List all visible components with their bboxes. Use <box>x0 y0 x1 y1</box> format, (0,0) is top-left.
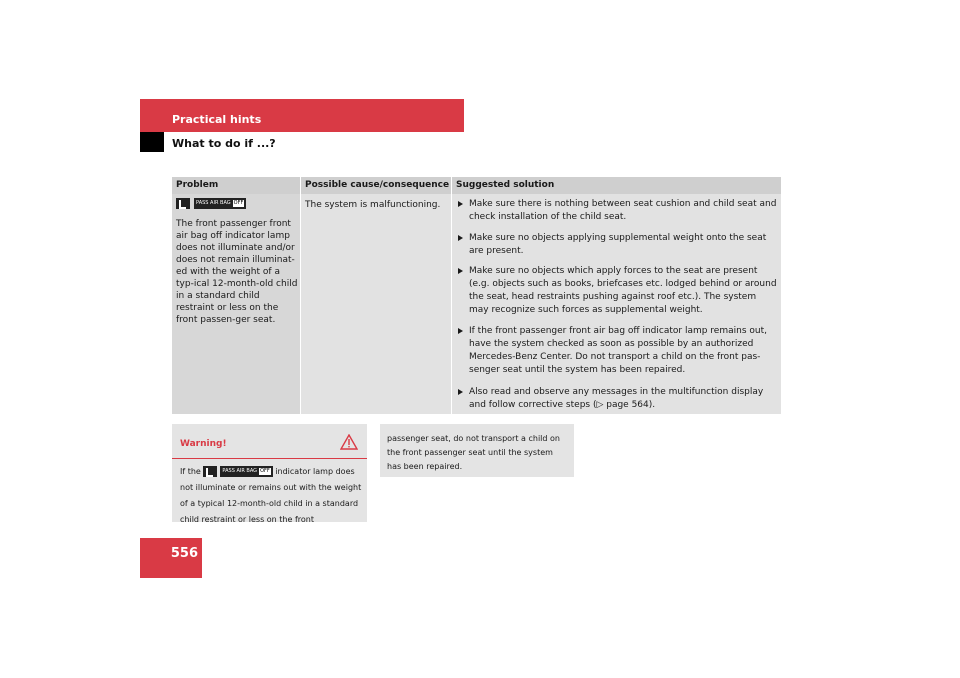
arrow-right-icon <box>458 328 463 334</box>
column-header-problem: Problem <box>172 177 300 194</box>
column-header-solution: Suggested solution <box>452 177 781 194</box>
problem-cell <box>172 194 300 414</box>
arrow-right-icon <box>458 201 463 207</box>
warning-divider <box>172 458 367 459</box>
warning-continuation-box <box>380 424 574 477</box>
section-tab-marker <box>140 132 164 152</box>
airbag-off-indicator <box>203 466 272 477</box>
child-seat-icon <box>176 198 190 209</box>
airbag-off-indicator <box>176 198 246 209</box>
arrow-right-icon <box>458 389 463 395</box>
cause-cell <box>301 194 451 414</box>
pass-airbag-off-badge: PASS AIR BAG OFF <box>220 466 272 477</box>
arrow-right-icon <box>458 235 463 241</box>
section-subtitle: What to do if ...? <box>172 137 276 150</box>
solution-text: Make sure there is nothing between seat cushion and child seat and check installation of the child seat. <box>469 199 777 222</box>
warning-continuation-text: passenger seat, do not transport a child on the front passenger seat until the system has been repaired. <box>387 434 560 471</box>
troubleshooting-table <box>172 177 781 414</box>
warning-triangle-icon <box>340 434 358 450</box>
arrow-right-icon <box>458 268 463 274</box>
section-title: Practical hints <box>172 113 262 126</box>
warning-text: If the PASS AIR BAG OFF indicator lamp does not illuminate or remains out with the weight of a typical 12-month-old child in a standard child restraint or less on the front <box>180 467 362 524</box>
problem-text: The front passenger front air bag off indicator lamp does not illuminate and/or does not remain illuminat-ed with the weight of a typ-ical 12-month-old child in a standard child restraint or less on the front passen-ger seat. <box>176 219 298 325</box>
page-number-box <box>140 538 202 578</box>
warning-box <box>172 424 367 522</box>
child-seat-icon <box>203 466 217 477</box>
solution-text: Make sure no objects which apply forces to the seat are present (e.g. objects such as books, briefcases etc. lodged behind or around the seat, head restraints pushing against roof etc.). The system may recognize such forces as supplemental weight. <box>469 266 777 315</box>
solution-text: Make sure no objects applying supplemental weight onto the seat are present. <box>469 233 767 256</box>
solution-cell <box>452 194 781 414</box>
cause-text: The system is malfunctioning. <box>305 200 441 210</box>
column-header-cause: Possible cause/consequence <box>301 177 451 194</box>
solution-text: If the front passenger front air bag off indicator lamp remains out, have the system checked as soon as possible by an authorized Mercedes-Benz Center. Do not transport a child on the front pas-senger seat until the system has been repaired. <box>469 326 767 375</box>
warning-title: Warning! <box>180 439 227 449</box>
solution-text: Also read and observe any messages in the multifunction display and follow corrective steps (▷ page 564). <box>469 387 764 410</box>
pass-airbag-off-badge: PASS AIR BAG OFF <box>194 198 246 209</box>
page-number: 556 <box>170 546 198 561</box>
